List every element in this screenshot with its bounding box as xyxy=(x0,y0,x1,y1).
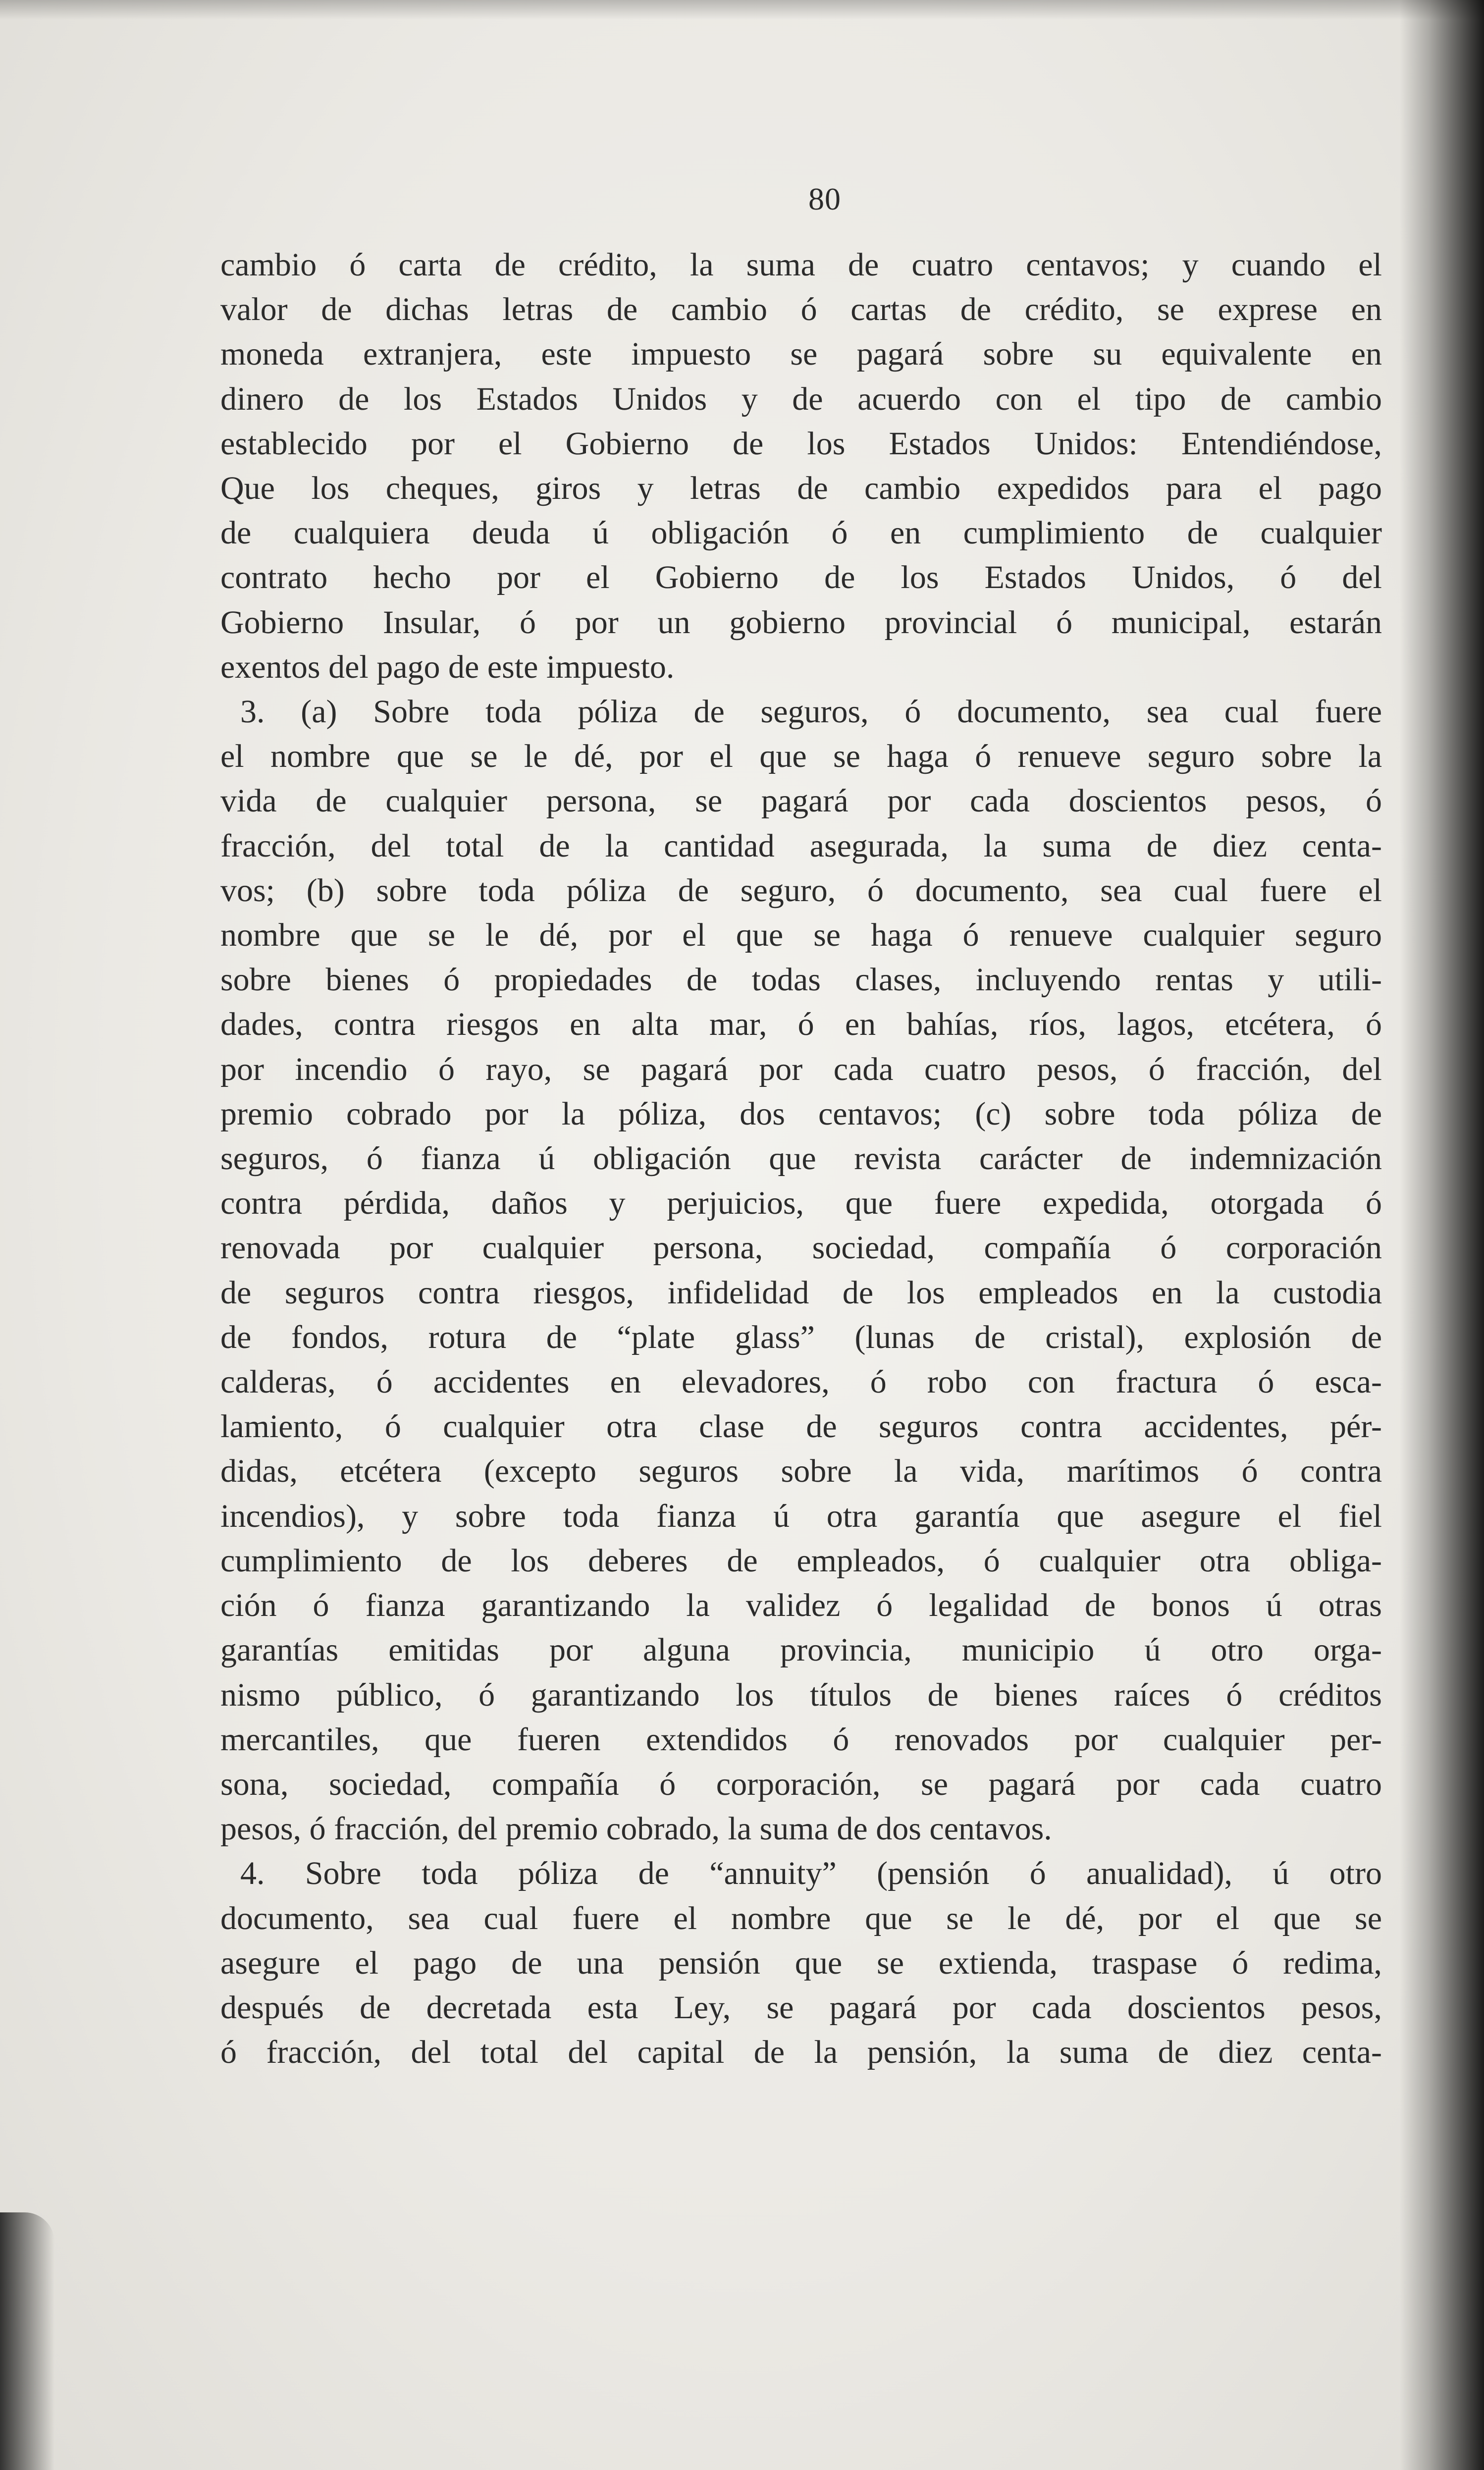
text-line: dades, contra riesgos en alta mar, ó en bahías, ríos, lagos, etcétera, ó xyxy=(220,1006,1382,1043)
text-line: cumplimiento de los deberes de empleados, ó cualquier otra obliga- xyxy=(220,1542,1382,1579)
text-line: ó fracción, del total del capital de la pensión, la suma de diez centa- xyxy=(220,2034,1382,2071)
text-line: lamiento, ó cualquier otra clase de seguros contra accidentes, pér- xyxy=(220,1408,1382,1445)
text-line: de seguros contra riesgos, infidelidad de los empleados en la custodia xyxy=(220,1274,1382,1311)
text-line: establecido por el Gobierno de los Estados Unidos: Entendiéndose, xyxy=(220,425,1382,462)
page-number: 80 xyxy=(808,181,841,216)
text-line: vos; (b) sobre toda póliza de seguro, ó documento, sea cual fuere el xyxy=(220,872,1382,909)
text-line: el nombre que se le dé, por el que se haga ó renueve seguro sobre la xyxy=(220,738,1382,775)
page-top-edge-shadow xyxy=(0,0,1484,20)
text-line: de cualquiera deuda ú obligación ó en cumplimiento de cualquier xyxy=(220,515,1382,551)
text-line: fracción, del total de la cantidad asegurada, la suma de diez centa- xyxy=(220,827,1382,864)
text-line: didas, etcétera (excepto seguros sobre la vida, marítimos ó contra xyxy=(220,1453,1382,1490)
text-line: ción ó fianza garantizando la validez ó legalidad de bonos ú otras xyxy=(220,1587,1382,1624)
text-line: contrato hecho por el Gobierno de los Estados Unidos, ó del xyxy=(220,559,1382,596)
text-line: sona, sociedad, compañía ó corporación, se pagará por cada cuatro xyxy=(220,1766,1382,1802)
text-line: premio cobrado por la póliza, dos centavos; (c) sobre toda póliza de xyxy=(220,1095,1382,1132)
text-line: 4. Sobre toda póliza de “annuity” (pensión ó anualidad), ú otro xyxy=(240,1855,1382,1892)
text-line: mercantiles, que fueren extendidos ó renovados por cualquier per- xyxy=(220,1721,1382,1758)
text-line: seguros, ó fianza ú obligación que revista carácter de indemnización xyxy=(220,1140,1382,1177)
text-line: calderas, ó accidentes en elevadores, ó robo con fractura ó esca- xyxy=(220,1364,1382,1400)
text-line: nombre que se le dé, por el que se haga ó renueve cualquier seguro xyxy=(220,917,1382,954)
text-line: sobre bienes ó propiedades de todas clases, incluyendo rentas y utili- xyxy=(220,962,1382,998)
text-line: de fondos, rotura de “plate glass” (lunas de cristal), explosión de xyxy=(220,1319,1382,1355)
page-corner-shadow xyxy=(0,2212,54,2470)
text-line: incendios), y sobre toda fianza ú otra garantía que asegure el fiel xyxy=(220,1498,1382,1534)
text-line: dinero de los Estados Unidos y de acuerdo con el tipo de cambio xyxy=(220,380,1382,417)
text-line: vida de cualquier persona, se pagará por cada doscientos pesos, ó xyxy=(220,783,1382,819)
text-line: 3. (a) Sobre toda póliza de seguros, ó documento, sea cual fuere xyxy=(240,694,1382,730)
text-line: garantías emitidas por alguna provincia, municipio ú otro orga- xyxy=(220,1632,1382,1668)
book-spine-shadow xyxy=(1400,0,1484,2470)
text-line: después de decretada esta Ley, se pagará por cada doscientos pesos, xyxy=(220,1989,1382,2026)
text-line: pesos, ó fracción, del premio cobrado, la suma de dos centavos. xyxy=(220,1811,1052,1847)
text-line: valor de dichas letras de cambio ó cartas de crédito, se exprese en xyxy=(220,291,1382,328)
text-line: moneda extranjera, este impuesto se pagará sobre su equivalente en xyxy=(220,336,1382,373)
text-line: por incendio ó rayo, se pagará por cada cuatro pesos, ó fracción, del xyxy=(220,1051,1382,1087)
text-line: renovada por cualquier persona, sociedad, compañía ó corporación xyxy=(220,1230,1382,1266)
text-line: nismo público, ó garantizando los títulos de bienes raíces ó créditos xyxy=(220,1676,1382,1713)
text-line: contra pérdida, daños y perjuicios, que fuere expedida, otorgada ó xyxy=(220,1185,1382,1222)
text-line: exentos del pago de este impuesto. xyxy=(220,648,675,685)
text-line: cambio ó carta de crédito, la suma de cuatro centavos; y cuando el xyxy=(220,247,1382,283)
text-line: Gobierno Insular, ó por un gobierno provincial ó municipal, estarán xyxy=(220,604,1382,641)
body-text xyxy=(220,243,1382,2075)
text-line: asegure el pago de una pensión que se extienda, traspase ó redima, xyxy=(220,1944,1382,1981)
text-line: documento, sea cual fuere el nombre que se le dé, por el que se xyxy=(220,1900,1382,1936)
text-line: Que los cheques, giros y letras de cambio expedidos para el pago xyxy=(220,470,1382,507)
